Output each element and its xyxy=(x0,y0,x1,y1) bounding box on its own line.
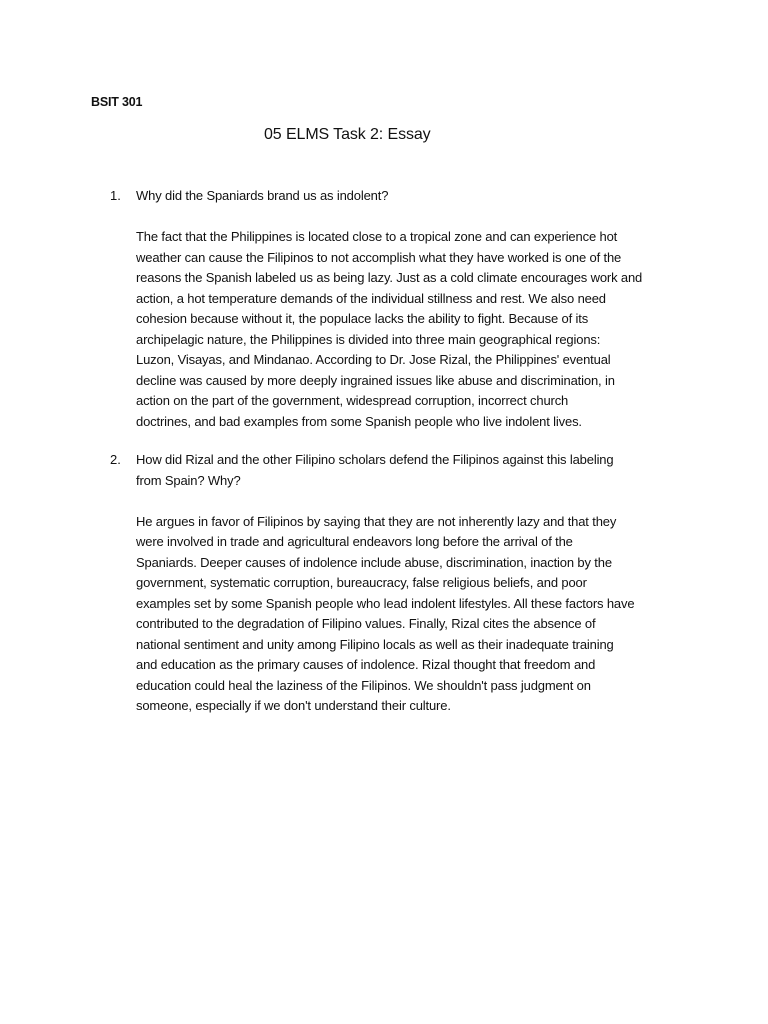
question-list xyxy=(110,186,670,717)
question-item-1 xyxy=(110,186,670,432)
answer-paragraph: The fact that the Philippines is located close to a tropical zone and can experience hot weather can cause the Filipinos to not accomplish what they have worked is one of the reasons the Spanish labeled us as being lazy. Just as a cold climate encourages work and action, a hot temperature demands of the individual stillness and rest. We also need cohesion because without it, the populace lacks the ability to fight. Because of its archipelagic nature, the Philippines is divided into three main geographical regions: Luzon, Visayas, and Mindanao. According to Dr. Jose Rizal, the Philippines' eventual decline was caused by more deeply ingrained issues like abuse and discrimination, in action on the part of the government, widespread corruption, incorrect church doctrines, and bad examples from some Spanish people who live indolent lives. xyxy=(136,229,643,429)
question-number: 1. xyxy=(110,188,121,203)
question-number: 2. xyxy=(110,452,121,467)
question-text: Why did the Spaniards brand us as indolent? xyxy=(136,188,389,203)
course-code: BSIT 301 xyxy=(91,95,143,109)
question-item-2 xyxy=(110,450,670,717)
document-title: 05 ELMS Task 2: Essay xyxy=(264,126,431,143)
answer-paragraph: He argues in favor of Filipinos by saying that they are not inherently lazy and that they were involved in trade and agricultural endeavors long before the arrival of the Spaniards. Deeper causes of indolence include abuse, discrimination, inaction by the government, systematic corruption, bureaucracy, false religious beliefs, and poor examples set by some Spanish people who lead indolent lifestyles. All these factors have contributed to the degradation of Filipino values. Finally, Rizal cites the absence of national sentiment and unity among Filipino locals as well as their inadequate training and education as the primary causes of indolence. Rizal thought that freedom and education could heal the laziness of the Filipinos. We shouldn't pass judgment on someone, especially if we don't understand their culture. xyxy=(136,513,635,713)
question-text: How did Rizal and the other Filipino scholars defend the Filipinos against this labeling from Spain? Why? xyxy=(136,452,614,488)
